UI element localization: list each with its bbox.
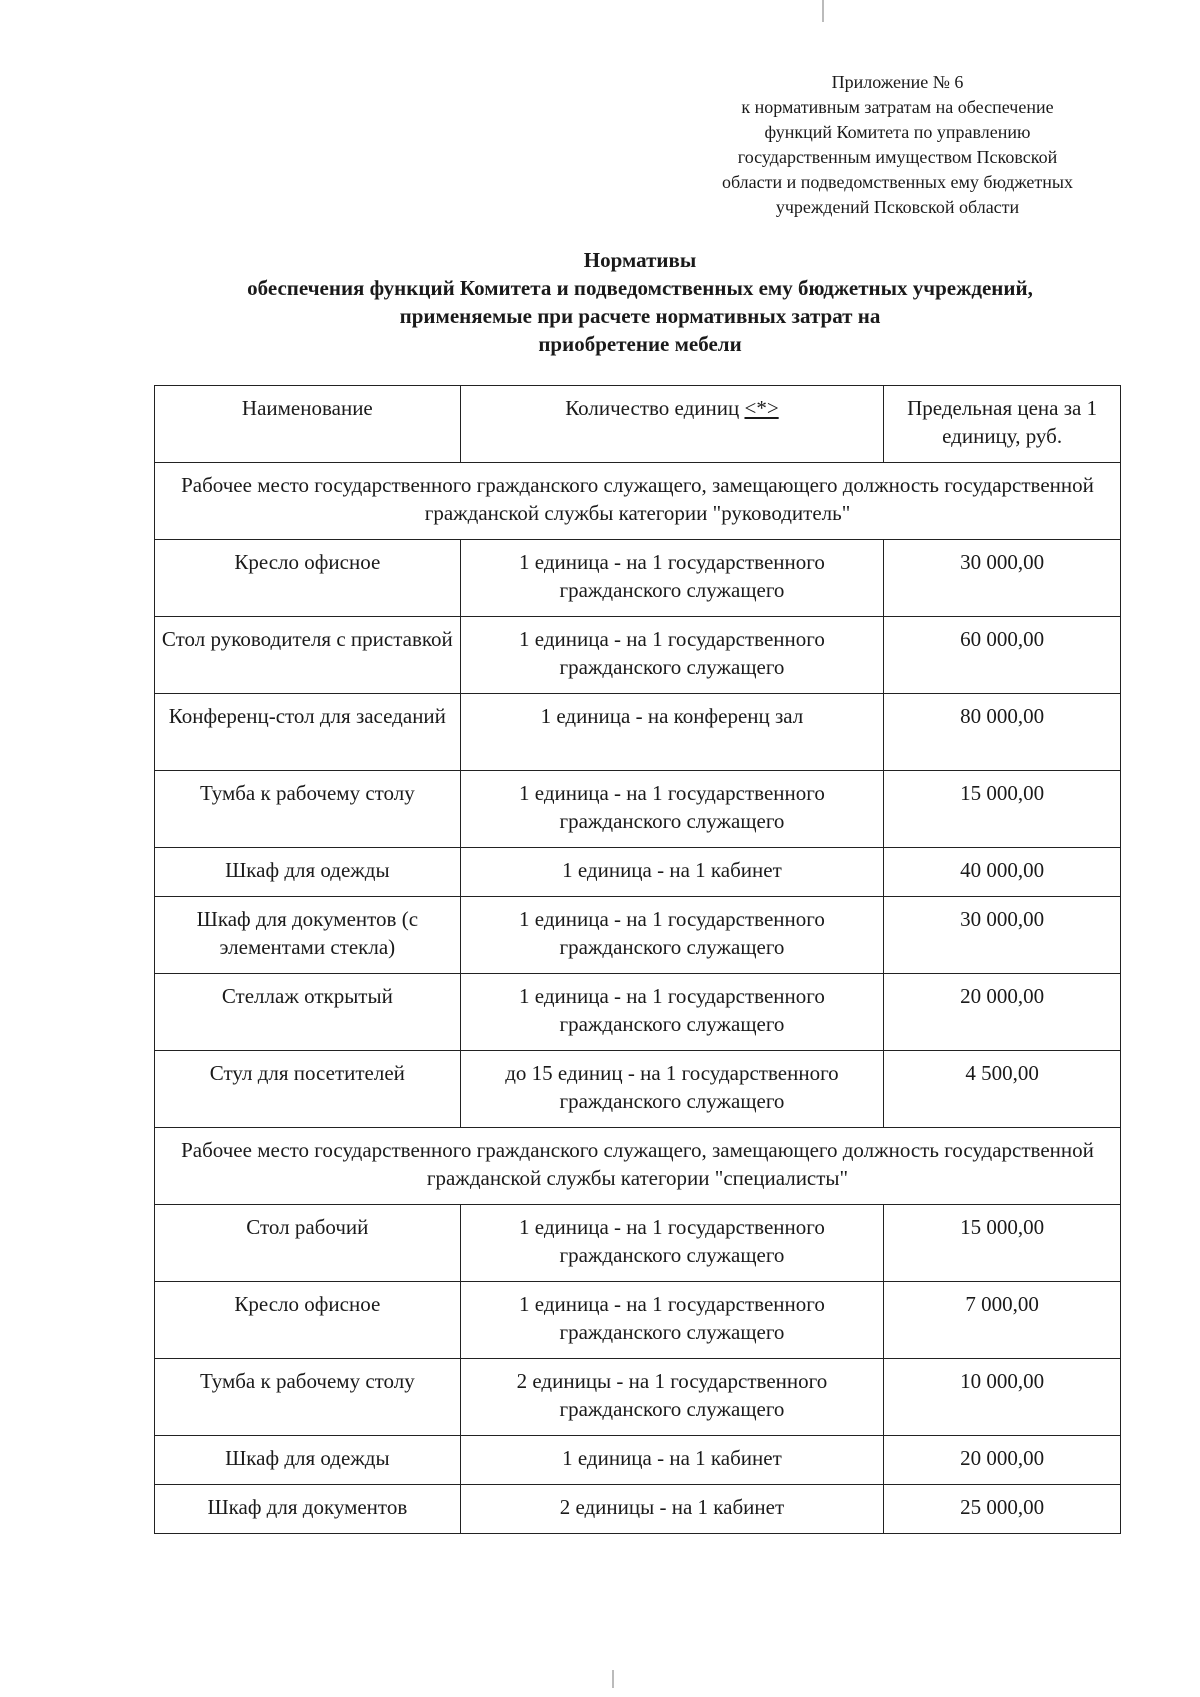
cell-price: 30 000,00 (884, 540, 1121, 617)
table-row (155, 694, 1121, 771)
table-row (155, 617, 1121, 694)
cell-name: Шкаф для документов (155, 1485, 461, 1534)
cell-quantity: 1 единица - на 1 государственного гражданского служащего (460, 617, 884, 694)
header-quantity (460, 386, 884, 463)
cell-price: 15 000,00 (884, 771, 1121, 848)
title-line: применяемые при расчете нормативных затрат на (399, 304, 881, 328)
table-row (155, 974, 1121, 1051)
cell-name: Кресло офисное (155, 1282, 461, 1359)
table-row (155, 1359, 1121, 1436)
cell-price: 25 000,00 (884, 1485, 1121, 1534)
document-title (150, 246, 1130, 358)
cell-price: 30 000,00 (884, 897, 1121, 974)
appendix-header (700, 70, 1095, 220)
cell-price: 4 500,00 (884, 1051, 1121, 1128)
cell-name: Шкаф для одежды (155, 848, 461, 897)
cell-quantity: 1 единица - на 1 государственного гражданского служащего (460, 540, 884, 617)
cell-price: 10 000,00 (884, 1359, 1121, 1436)
header-price: Предельная цена за 1 единицу, руб. (884, 386, 1121, 463)
cell-quantity: 2 единицы - на 1 государственного гражданского служащего (460, 1359, 884, 1436)
appendix-line: к нормативным затратам на обеспечение (741, 97, 1054, 117)
table-row (155, 771, 1121, 848)
norms-table (154, 385, 1121, 1534)
cell-price: 20 000,00 (884, 1436, 1121, 1485)
appendix-line: области и подведомственных ему бюджетных (721, 172, 1074, 192)
cell-name: Стол рабочий (155, 1205, 461, 1282)
table-row (155, 848, 1121, 897)
scan-artifact-bottom (612, 1670, 614, 1688)
cell-name: Кресло офисное (155, 540, 461, 617)
appendix-line: учреждений Псковской области (775, 197, 1020, 217)
scan-artifact-top (822, 0, 824, 22)
cell-quantity: 1 единица - на 1 государственного гражданского служащего (460, 974, 884, 1051)
section-title: Рабочее место государственного гражданского служащего, замещающего должность государственной гражданской службы категории "специалисты" (155, 1128, 1121, 1205)
appendix-line: Приложение № 6 (831, 72, 964, 92)
table-row (155, 1205, 1121, 1282)
cell-price: 7 000,00 (884, 1282, 1121, 1359)
cell-name: Шкаф для документов (с элементами стекла) (155, 897, 461, 974)
header-name: Наименование (155, 386, 461, 463)
cell-name: Стул для посетителей (155, 1051, 461, 1128)
title-line: приобретение мебели (538, 332, 742, 356)
cell-quantity: 1 единица - на 1 государственного гражданского служащего (460, 771, 884, 848)
table-header-row (155, 386, 1121, 463)
cell-quantity: 1 единица - на 1 кабинет (460, 848, 884, 897)
cell-name: Шкаф для одежды (155, 1436, 461, 1485)
cell-price: 40 000,00 (884, 848, 1121, 897)
title-line: Нормативы (583, 248, 697, 272)
table-row (155, 1485, 1121, 1534)
cell-name: Тумба к рабочему столу (155, 1359, 461, 1436)
cell-quantity: 1 единица - на 1 кабинет (460, 1436, 884, 1485)
section-title: Рабочее место государственного гражданского служащего, замещающего должность государственной гражданской службы категории "руководитель" (155, 463, 1121, 540)
cell-quantity: 1 единица - на конференц зал (460, 694, 884, 771)
cell-quantity: 1 единица - на 1 государственного гражданского служащего (460, 897, 884, 974)
table-row (155, 1436, 1121, 1485)
cell-name: Стеллаж открытый (155, 974, 461, 1051)
cell-quantity: 1 единица - на 1 государственного гражданского служащего (460, 1282, 884, 1359)
cell-name: Конференц-стол для заседаний (155, 694, 461, 771)
appendix-line: государственным имуществом Псковской (737, 147, 1058, 167)
cell-quantity: до 15 единиц - на 1 государственного гражданского служащего (460, 1051, 884, 1128)
section-header-row (155, 463, 1121, 540)
table-row (155, 1282, 1121, 1359)
table-row (155, 1051, 1121, 1128)
table-row (155, 540, 1121, 617)
section-header-row (155, 1128, 1121, 1205)
cell-price: 15 000,00 (884, 1205, 1121, 1282)
cell-quantity: 1 единица - на 1 государственного гражданского служащего (460, 1205, 884, 1282)
table-row (155, 897, 1121, 974)
cell-price: 60 000,00 (884, 617, 1121, 694)
title-line: обеспечения функций Комитета и подведомственных ему бюджетных учреждений, (247, 276, 1033, 300)
cell-name: Стол руководителя с приставкой (155, 617, 461, 694)
cell-quantity: 2 единицы - на 1 кабинет (460, 1485, 884, 1534)
cell-name: Тумба к рабочему столу (155, 771, 461, 848)
cell-price: 80 000,00 (884, 694, 1121, 771)
cell-price: 20 000,00 (884, 974, 1121, 1051)
header-quantity-label: Количество единиц (565, 396, 740, 420)
table-body (155, 463, 1121, 1534)
appendix-line: функций Комитета по управлению (764, 122, 1031, 142)
footnote-link[interactable]: <*> (744, 396, 779, 420)
